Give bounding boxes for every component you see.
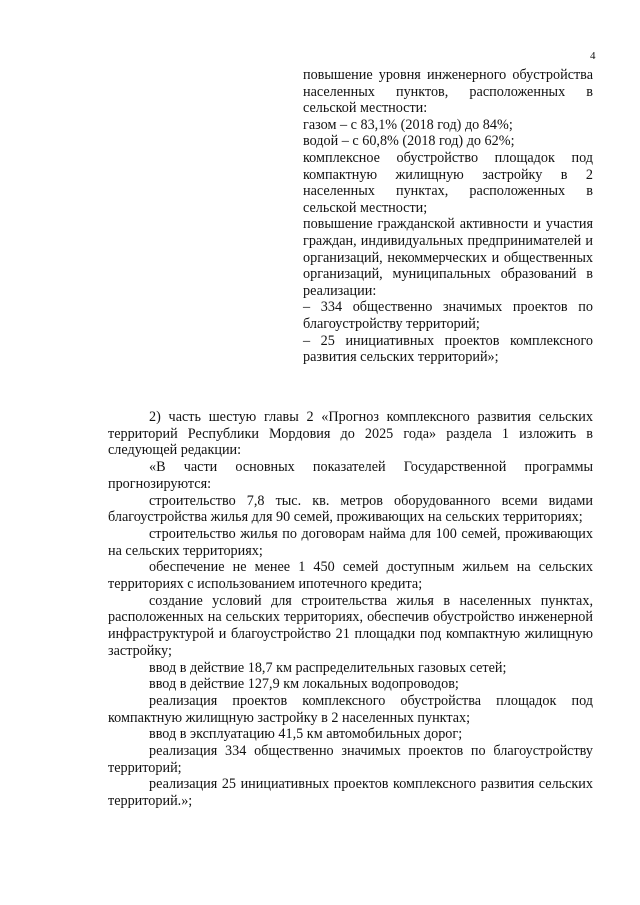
amendment-paragraph: реализация 334 общественно значимых проектов по благоустройству территорий;: [108, 743, 593, 776]
indicator-item: – 334 общественно значимых проектов по благоустройству территорий;: [303, 299, 593, 332]
amendment-paragraph: ввод в действие 18,7 км распределительных газовых сетей;: [149, 659, 507, 676]
indicator-item: повышение уровня инженерного обустройства населенных пунктов, расположенных в сельской местности:: [303, 67, 593, 117]
amendment-paragraph: обеспечение не менее 1 450 семей доступным жильем на сельских территориях с использованием ипотечного кредита;: [108, 559, 593, 593]
page-number: 4: [590, 50, 596, 62]
amendment-paragraph: создание условий для строительства жилья в населенных пунктах, расположенных на сельских территориях, обеспечив обустройство инженерной инфраструктурой и благоустройство 21 площадки под компактную жилищную застройку;: [108, 592, 593, 659]
amendment-paragraph: строительство жилья по договорам найма для 100 семей, проживающих на сельских территориях;: [108, 525, 593, 559]
indicator-item: – 25 инициативных проектов комплексного развития сельских территорий»;: [303, 332, 593, 366]
amendment-paragraph: ввод в действие 127,9 км локальных водопроводов;: [149, 676, 459, 693]
amendment-paragraph: реализация проектов комплексного обустройства площадок под компактную жилищную застройку в 2 населенных пунктах;: [108, 692, 593, 726]
indicator-item: комплексное обустройство площадок под компактную жилищную застройку в 2 населенных пунктах, расположенных в сельской местности;: [303, 149, 593, 216]
amendment-paragraph: строительство 7,8 тыс. кв. метров оборудованного всеми видами благоустройства жилья для 90 семей, проживающих на сельских территориях;: [108, 492, 593, 526]
amendment-paragraph: 2) часть шестую главы 2 «Прогноз комплексного развития сельских территорий Республики Мордовия до 2025 года» раздела 1 изложить в следующей редакции:: [108, 409, 593, 459]
indicator-item: повышение гражданской активности и участия граждан, индивидуальных предпринимателей и организаций, некоммерческих и общественных организаций, муниципальных образований в реализации:: [303, 216, 593, 299]
amendment-paragraph: «В части основных показателей Государственной программы прогнозируются:: [108, 459, 593, 492]
indicator-item: водой – с 60,8% (2018 год) до 62%;: [303, 133, 515, 150]
amendment-paragraph: ввод в эксплуатацию 41,5 км автомобильных дорог;: [149, 726, 463, 743]
amendment-paragraph: реализация 25 инициативных проектов комплексного развития сельских территорий.»;: [108, 776, 593, 810]
indicators-column: [303, 67, 593, 366]
amendment-body: [108, 409, 593, 810]
indicator-item: газом – с 83,1% (2018 год) до 84%;: [303, 116, 513, 133]
